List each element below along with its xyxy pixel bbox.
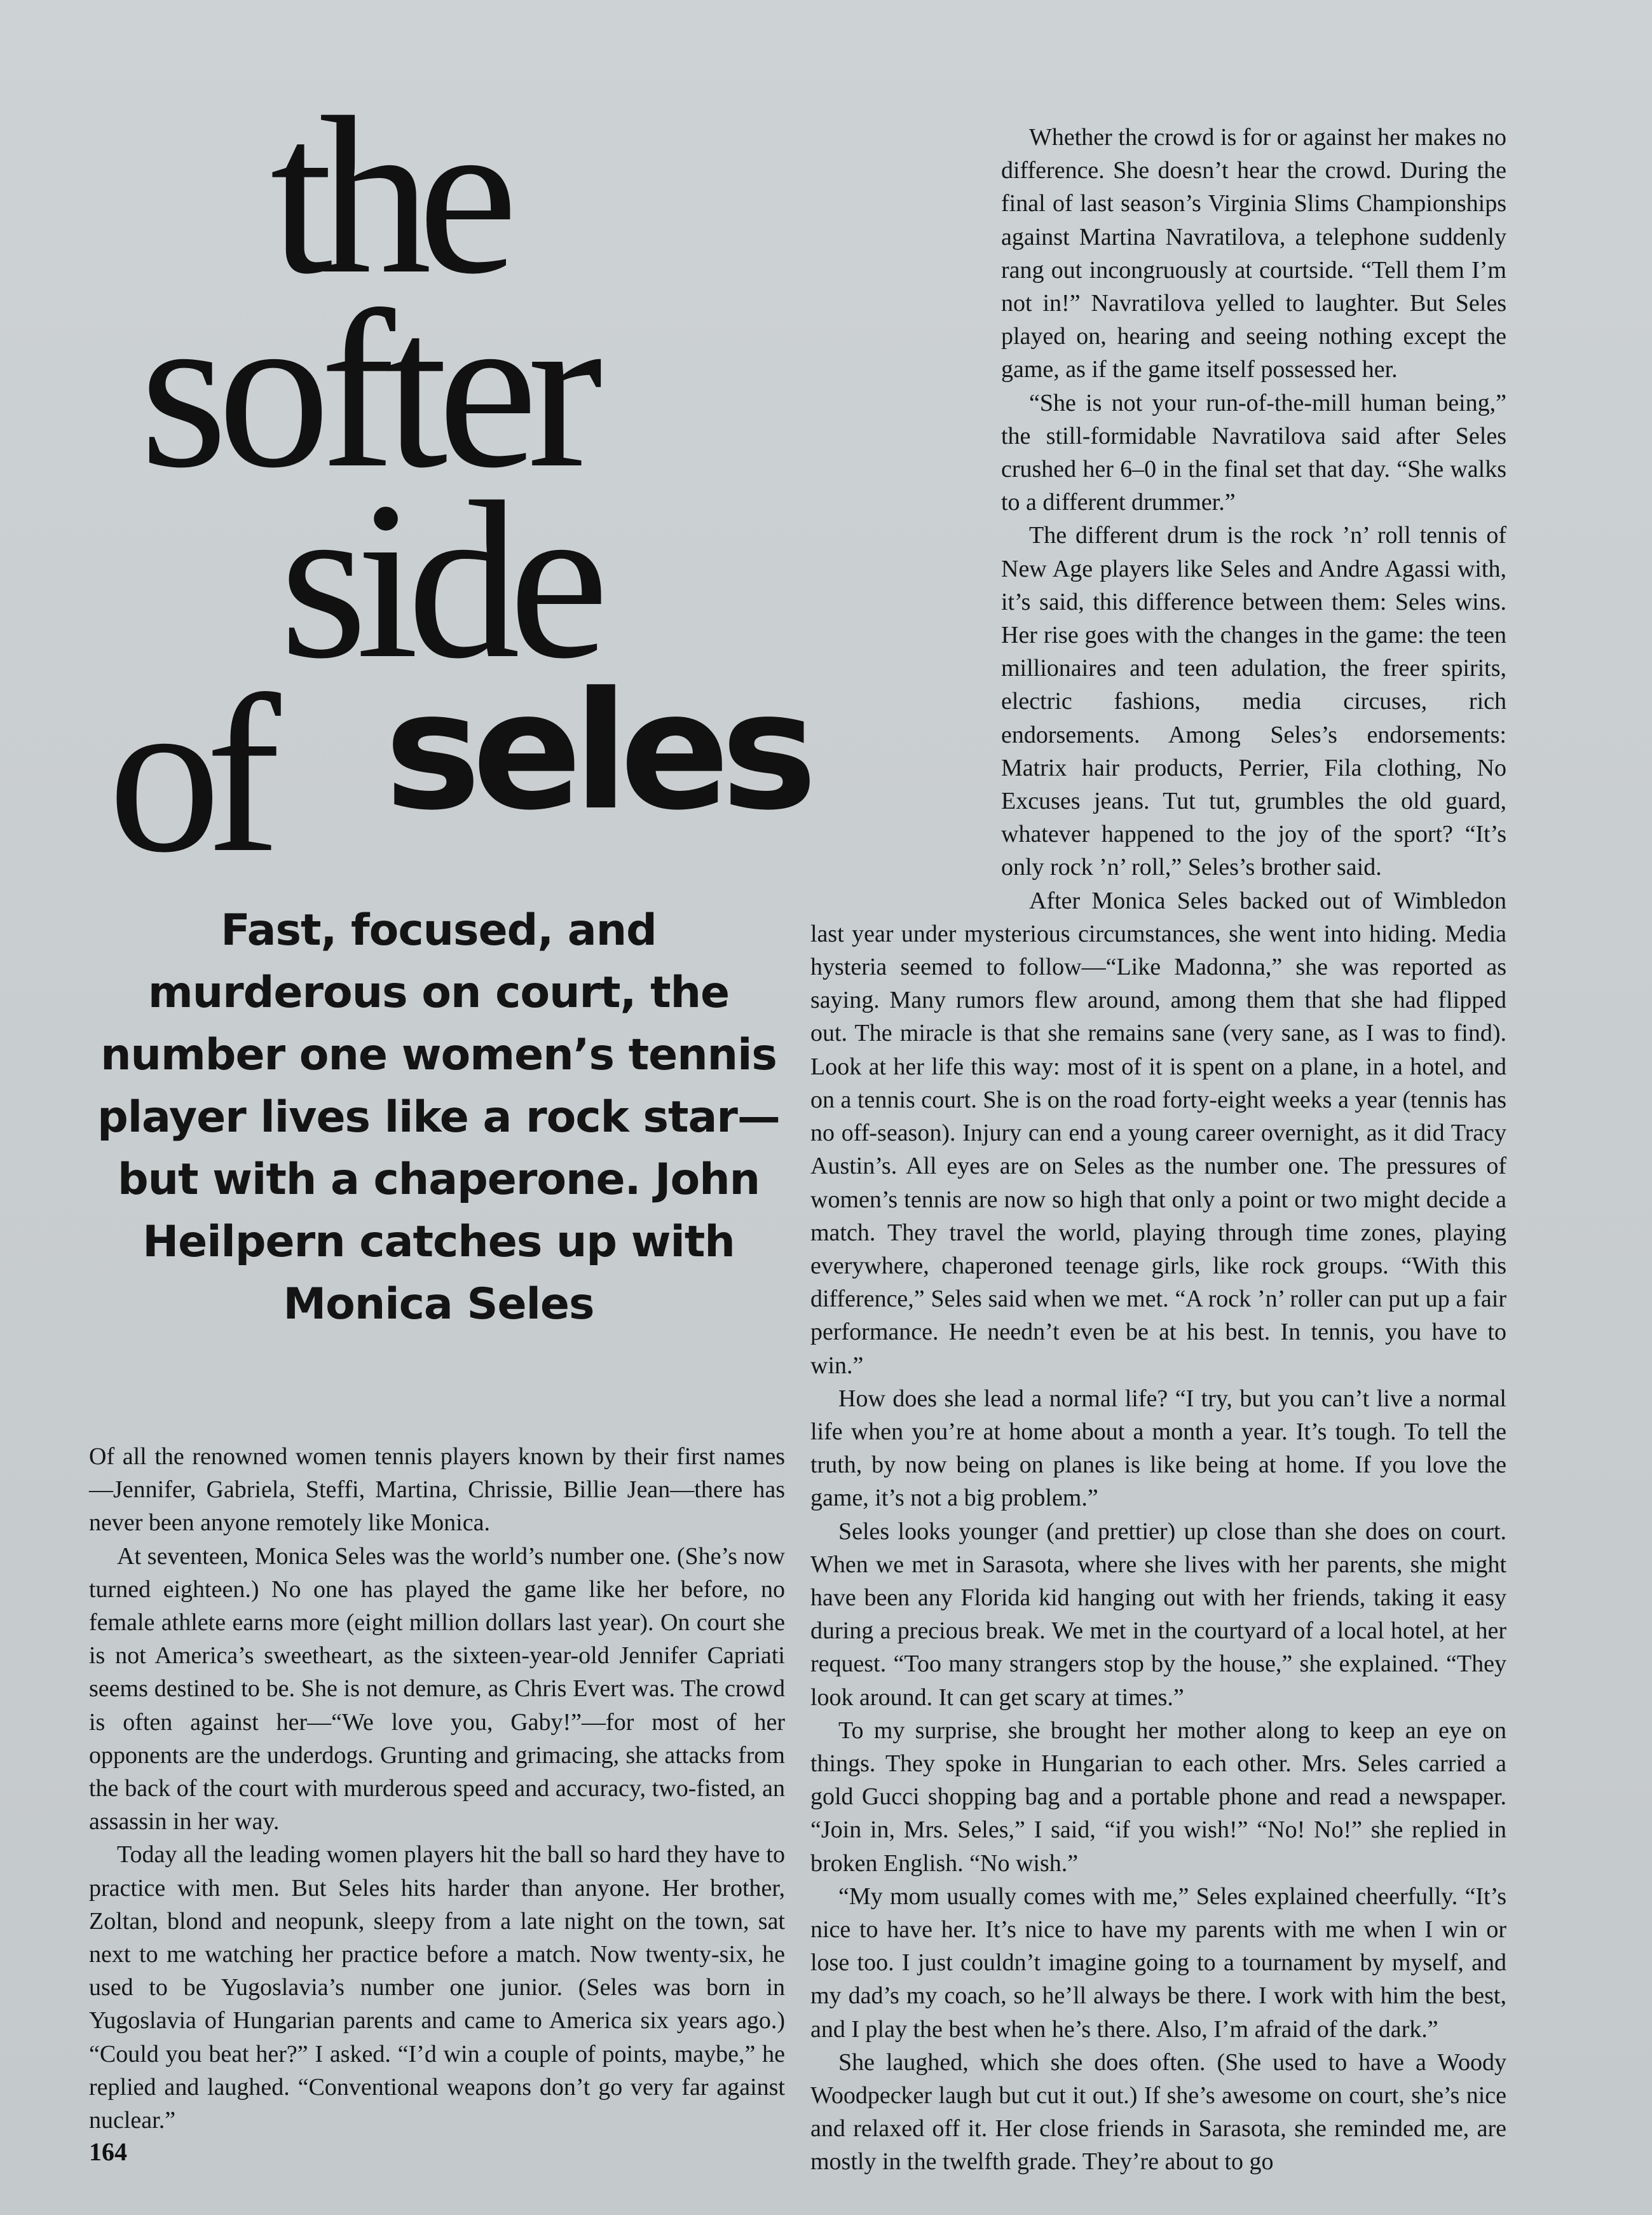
page-number: 164 <box>89 2137 127 2166</box>
left-paragraph-1: Of all the renowned women tennis players known by their first names—Jennifer, Gabriela, Steffi, Martina, Chrissie, Billie Jean—there has never been anyone remotely like Monica. <box>89 1443 785 1537</box>
headline-word-side: side <box>280 455 597 705</box>
headline-word-the: the <box>270 71 504 320</box>
right-paragraph-7: To my surprise, she brought her mother along to keep an eye on things. They spoke in Hungarian to each other. Mrs. Seles carried a gold Gucci shopping bag and a portable phone and read a newspaper. “Join in, Mrs. Seles,” I said, “if you wish!” “No! No!” she replied in broken English. “No wish.” <box>810 1717 1506 1877</box>
right-paragraph-1: Whether the crowd is for or against her makes no difference. She doesn’t hear the crowd. During the final of last season’s Virginia Slims Championships against Martina Navratilova, a telephone suddenly rang out incongruously at courtside. “Tell them I’m not in!” Navratilova yelled to laughter. But Seles played on, hearing and seeing nothing except the game, as if the game itself possessed her. <box>1001 124 1506 383</box>
right-paragraph-3: The different drum is the rock ’n’ roll tennis of New Age players like Seles and Andre Agassi with, it’s said, this difference between them: Seles wins. Her rise goes with the changes in the game: the teen millionaires and teen adulation, the freer spirits, electric fashions, media circuses, rich endorsements. Among Seles’s endorsements: Matrix hair products, Perrier, Fila clothing, No Excuses jeans. Tut tut, grumbles the old guard, whatever happened to the joy of the sport? “It’s only rock ’n’ roll,” Seles’s brother said. <box>1001 522 1506 881</box>
right-paragraph-5: How does she lead a normal life? “I try, but you can’t live a normal life when you’re at home about a month a year. It’s tough. To tell the truth, by now being on planes is like being at home. If you love the game, it’s not a big problem.” <box>810 1385 1506 1512</box>
headline-word-seles: seles <box>385 657 809 846</box>
right-paragraph-9: She laughed, which she does often. (She used to have a Woody Woodpecker laugh but cut it out.) If she’s awesome on court, she’s nice and relaxed off it. Her close friends in Sarasota, she reminded me, are mostly in the twelfth grade. They’re about to go <box>810 2048 1506 2176</box>
headline-wrap-spacer <box>810 671 1001 904</box>
left-column <box>89 1440 785 2134</box>
headline-word-of: of <box>108 649 266 899</box>
headline-word-softer: softer <box>140 264 593 514</box>
right-column <box>810 121 1506 2176</box>
right-paragraph-8: “My mom usually comes with me,” Seles explained cheerfully. “It’s nice to have her. It’s nice to have my parents with me when I win or lose too. I just couldn’t imagine going to a tournament by myself, and my dad’s my coach, so he’ll always be there. I work with him the best, and I play the best when he’s there. Also, I’m afraid of the dark.” <box>810 1882 1506 2043</box>
left-paragraph-3: Today all the leading women players hit the ball so hard they have to practice with men. But Seles hits harder than anyone. Her brother, Zoltan, blond and neopunk, sleepy from a late night on the town, sat next to me watching her practice before a match. Now twenty-six, he used to be Yugoslavia’s number one junior. (Seles was born in Yugoslavia of Hungarian parents and came to America six years ago.) “Could you beat her?” I asked. “I’d win a couple of points, maybe,” he replied and laughed. “Conventional weapons don’t go very far against nuclear.” <box>89 1841 785 2134</box>
right-paragraph-6: Seles looks younger (and prettier) up close than she does on court. When we met in Sarasota, where she lives with her parents, she might have been any Florida kid hanging out with her friends, taking it easy during a precious break. We met in the courtyard of a local hotel, at her request. “Too many strangers stop by the house,” she explained. “They look around. It can get scary at times.” <box>810 1518 1506 1711</box>
right-paragraph-2: “She is not your run-of-the-mill human being,” the still-formidable Navratilova said after Seles crushed her 6–0 in the final set that day. “She walks to a different drummer.” <box>1001 389 1506 516</box>
article-deck: Fast, focused, and murderous on court, the number one women’s tennis player lives like a rock star—but with a chaperone. John Heilpern catches up with Monica Seles <box>97 905 780 1329</box>
right-paragraph-4: After Monica Seles backed out of Wimbledon last year under mysterious circumstances, she went into hiding. Media hysteria seemed to follow—“Like Madonna,” she was reported as saying. Many rumors flew around, among them that she had flipped out. The miracle is that she remains sane (very sane, as I was to find). Look at her life this way: most of it is spent on a plane, in a hotel, and on a tennis court. She is on the road forty-eight weeks a year (tennis has no off-season). Injury can end a young career overnight, as it did Tracy Austin’s. All eyes are on Seles as the number one. The pressures of women’s tennis are now so high that only a point or two might decide a match. They travel the world, playing through time zones, playing everywhere, chaperoned teenage girls, like rock groups. “With this difference,” Seles said when we met. “A rock ’n’ roller can put up a fair performance. He needn’t even be at his best. In tennis, you have to win.” <box>810 887 1506 1379</box>
left-paragraph-2: At seventeen, Monica Seles was the world’s number one. (She’s now turned eighteen.) No one has played the game like her before, no female athlete earns more (eight million dollars last year). On court she is not America’s sweetheart, as the sixteen-year-old Jennifer Capriati seems destined to be. She is not demure, as Chris Evert was. The crowd is often against her—“We love you, Gaby!”—for most of her opponents are the underdogs. Grunting and grimacing, she attacks from the back of the court with murderous speed and accuracy, two-fisted, an assassin in her way. <box>89 1542 785 1835</box>
